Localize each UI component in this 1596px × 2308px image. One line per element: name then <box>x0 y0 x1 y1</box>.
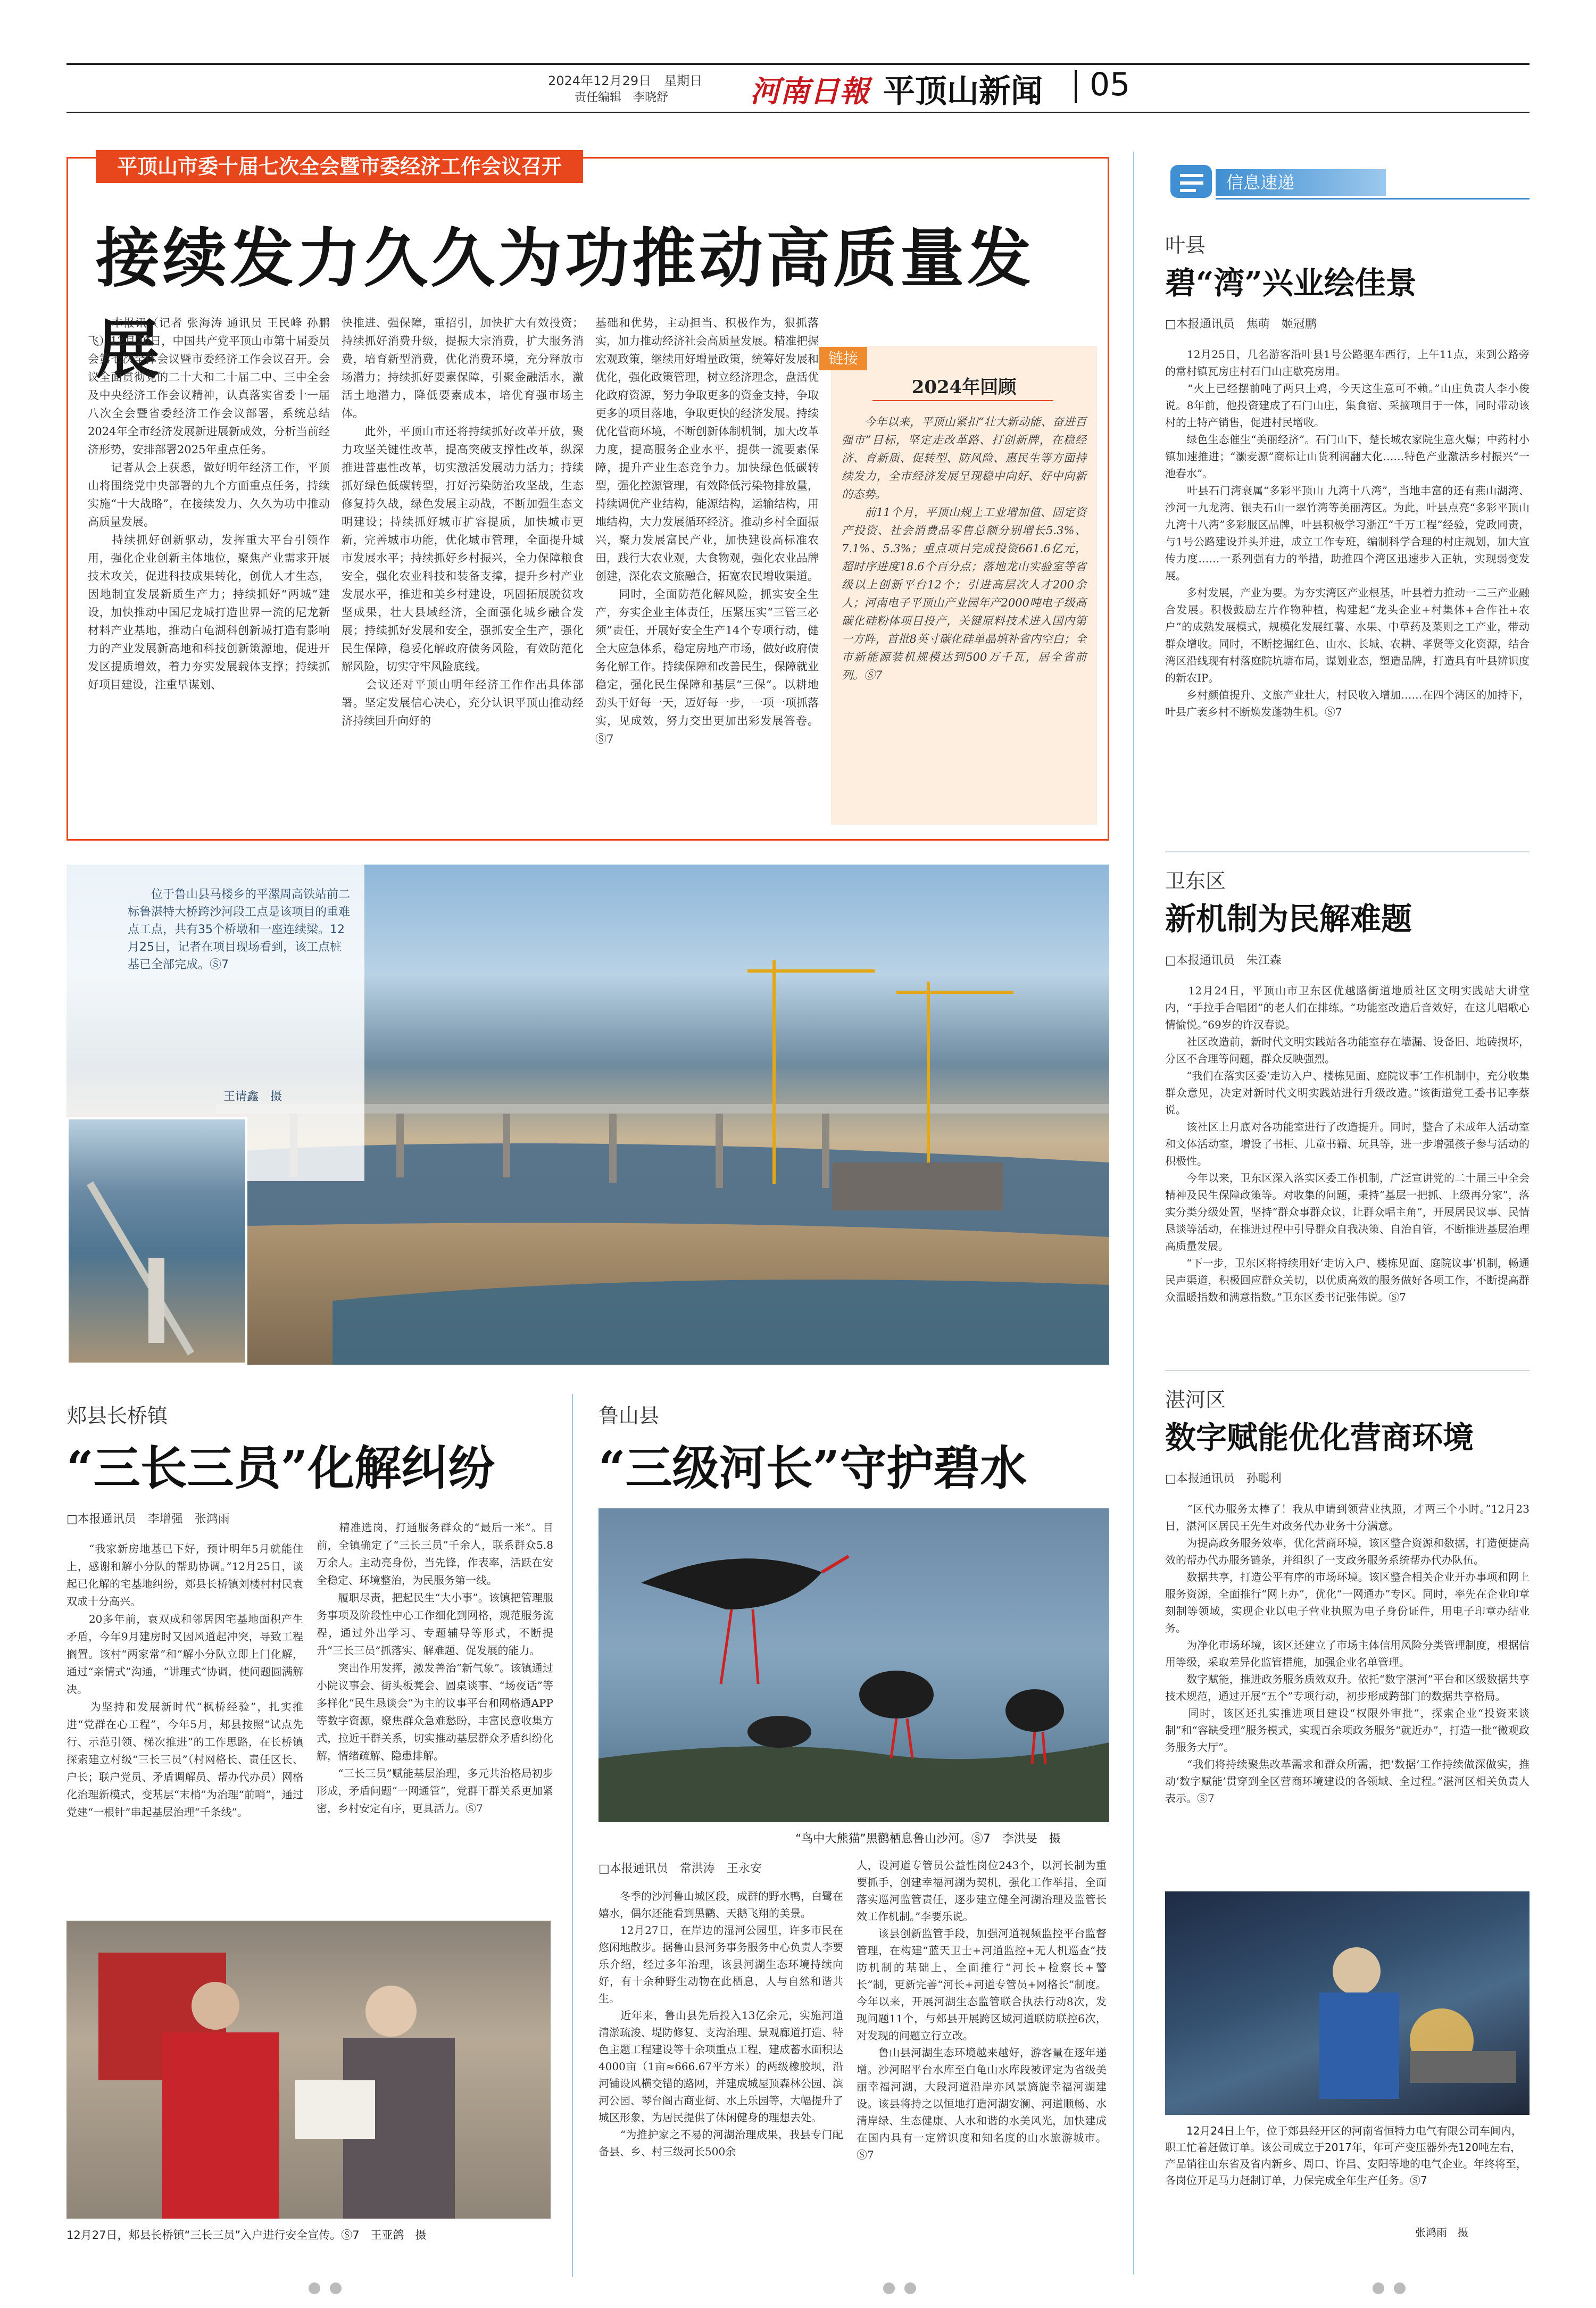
jiaxian-photo <box>66 1921 551 2219</box>
jiaxian-byline: □本报通讯员 李增强 张鸿雨 <box>66 1513 230 1526</box>
sidebar-title-rule <box>872 400 1053 401</box>
main-photo-caption: 位于鲁山县马楼乡的平漯周高铁站前二标鲁湛特大桥跨沙河段工点是该项目的重难点工点，共有35个桥墩和一座连续梁。12月25日，记者在项目现场看到，该工点桩基已全部完成。Ⓢ7 <box>128 888 351 972</box>
lead-column-3: 基础和优势，主动担当、积极作为，狠抓落实，加力推动经济社会高质量发展。精准把握宏观政策，继续用好增量政策，统筹好发展和优化，强化政策管理，树立经济理念，盘活优化政府资源，努力争取更多的资金支持，争取更多的项目落地，争取更快的经济发展。持续优化营商环境，不断创新体制机制，加大改革力度，提高服务企业水平，提供一流要素保障，提升产业生态竞争力。加快绿色低碳转型，强化控源管理，有效降低污染物排放量，持续调优产业结构，能源结构，运输结构，用地结构，大力发展循环经济。推动乡村全面振兴，聚力发展富民产业，加快建设高标准农田，践行大农业观，大食物观，强化农业品牌创建，深化农文旅融合，拓宽农民增收渠道。 同时，全面防范化解风险，抓实安全生产，夯实企业主体责任，压紧压实“三管三必须”责任，开展好安全生产14个专项行动，健全大应急体系，稳定房地产市场，做好政府债务化解工作。持续保障和改善民生，保障就业稳定，强化民生保障和基层“三保”。以耕地劲头干好每一天，迈好每一步，一项一项抓落实，见成效，努力交出更加出彩发展答卷。Ⓢ7 <box>595 317 819 745</box>
lushan-column-2: 人，设河道专管员公益性岗位243个，以河长制为重要抓手，创建幸福河湖为契机，强化工作举措，全面落实巡河监管责任，逐步建立健全河湖治理及监管长效工作机制。”李要乐说。 该县创新监管手段，加强河道视频监控平台监督管理，在构建“蓝天卫士+河道监控+无人机巡查”技防机制的基础上，全面推行“河长+检察长+警长”制，更新完善“河长+河道专管员+网格长”制度。今年以来，开展河湖生态监管联合执法行动8次，发现问题11个，与郏县开展跨区域河道联防联控6次，对发现的问题立行立改。 鲁山县河湖生态环境越来越好，游客量在逐年递增。沙河昭平台水库至白龟山水库段被评定为省级美丽幸福河湖，大段河道沿岸亦风景旖旎幸福河湖建设。该县将持之以恒地打造河湖安澜、河道顺畅、水清岸绿、生态健康、人水和谐的水美风光，加快建成在国内具有一定辨识度和知名度的山水旅游城市。Ⓢ7 <box>857 1859 1107 2161</box>
weidong-headline: 新机制为民解难题 <box>1165 901 1412 937</box>
lushan-column-1: 冬季的沙河鲁山城区段，成群的野水鸭，白鹭在嬉水，偶尔还能看到黑鹳、天鹅飞翔的美景。 12月27日，在岸边的湿河公园里，许多市民在悠闲地散步。据鲁山县河务事务服务中心负责人李要乐介绍，经过多年治理，该县河湖生态环境持续向好，有十余种野生动物在此栖息，人与自然和谐共生。 近年来，鲁山县先后投入13亿余元，实施河道清淤疏浚、堤防修复、支沟治理、景观廊道打造、特色主题工程建设等十余项重点工程，建成蓄水面积达4000亩（1亩≈666.67平方米）的两级橡胶坝，沿河铺设风横交错的路网，并建成城屋顶森林公园、滨河公园、琴台阁古商业街、水上乐园等，大幅提升了城区形象，为居民提供了休闲健身的理想去处。 “为推护家之不易的河湖治理成果，我县专门配备县、乡、村三级河长500余 <box>598 1890 843 2158</box>
paper-logo: 河南日報 <box>750 74 869 109</box>
sidebar-text: 今年以来，平顶山紧扣“壮大新动能、奋进百强市”目标，坚定走改革路、打创新牌，在稳经济、育新质、促转型、防风险、惠民生等方面持续发力，全市经济发展呈现稳中向好、好中向新的态势。 前11个月，平顶山规上工业增加值、固定资产投资、社会消费品零售总额分别增长5.3%、7.1%、5.3%；重点项目完成投资661.6亿元，超时序进度18.6个百分点；落地龙山实验室等省级以上创新平台12个；引进高层次人才200余人；河南电子平顶山产业园年产2000吨电子级高碳化硅粉体项目投产，关键原料技术进入国内第一方阵，首批8英寸碳化硅单晶填补省内空白；全市新能源装机规模达到500万千瓦，居全省前列。Ⓢ7 <box>842 416 1086 682</box>
jiaxian-column-1: “我家新房地基已下好，预计明年5月就能住上，感谢和解小分队的帮助协调。”12月25日，谈起已化解的宅基地纠纷，郏县长桥镇刘楼村村民袁双成十分高兴。 20多年前，袁双成和邻居因宅基地面积产生矛盾，今年9月建房时又因风道起冲突，导致工程搁置。该村“两家常”和“解小分队立即上门化解，通过“亲情式”沟通，“讲理式”协调，使问题圆满解决。 为坚持和发展新时代“枫桥经验”，扎实推进“党群在心工程”，今年5月，郏县按照“试点先行、示范引领、梯次推进”的工作思路，在长桥镇探索建立村级“三长三员”（村网格长、责任区长、户长；联户党员、矛盾调解员、帮办代办员）网格化治理新模式，变基层“末梢”为治理“前哨”，通过党建“一根针”串起基层治理“千条线”。 <box>66 1542 303 1819</box>
lead-column-2: 快推进、强保障，重招引，加快扩大有效投资；持续抓好消费升级，提振大宗消费，扩大服务消费，培育新型消费，优化消费环境，充分释放市场潜力；持续抓好要素保障，引聚金融活水，激活土地潜力，降低要素成本，培优育强市场主体。 此外，平顶山市还将持续抓好改革开放，聚力攻坚关键性改革，提高突破支撑性改革，纵深推进普惠性改革，切实激活发展动力活力；持续抓好绿色低碳转型，打好污染防治攻坚战，生态修复持久战，绿色发展主动战，不断加强生态文明建设；持续抓好城市扩容提质，加快城市更新，完善城市功能，优化城市管理，全面提升城市发展水平；持续抓好乡村振兴，全力保障粮食安全，强化农业科技和装备支撑，提升乡村产业发展水平，推进和美乡村建设，巩固拓展脱贫攻坚成果，壮大县域经济，全面强化城乡融合发展；持续抓好发展和安全，强抓安全生产，强化民生保障，稳妥化解政府债务风险，有效防范化解风险，切实守牢风险底线。 会议还对平顶山明年经济工作作出具体部署。坚定发展信心决心，充分认识平顶山推动经济持续回升向好的 <box>342 317 584 727</box>
section-title: 平顶山新闻 <box>883 73 1043 110</box>
yexian-headline: 碧“湾”兴业绘佳景 <box>1165 265 1417 301</box>
brief-divider-1 <box>1165 851 1530 852</box>
factory-photo-credit: 张鸿雨 摄 <box>1415 2226 1468 2239</box>
weidong-byline: □本报通讯员 朱江森 <box>1165 954 1282 967</box>
lead-headline: 接续发力久久为功推动高质量发展 <box>96 221 1034 387</box>
header-top-rule <box>66 63 1530 65</box>
header-editor: 责任编辑 李晓舒 <box>575 91 669 104</box>
bottom-column-divider <box>572 1394 573 2277</box>
weidong-body: 12月24日，平顶山市卫东区优越路街道地质社区文明实践站大讲堂内，“手拉手合唱团”的老人们在排练。“功能室改造后音效好，在这儿唱歌心情愉悦。”69岁的许汉春说。 社区改造前，新时代文明实践站各功能室存在墙漏、设备旧、地砖损坏，分区不合理等问题，群众反映强烈。 “我们在落实区委‘走访入户、楼栋见面、庭院议事’工作机制中，充分收集群众意见，决定对新时代文明实践站进行升级改造。”该街道党工委书记李蔡说。 该社区上月底对各功能室进行了改造提升。同时，整合了未成年人活动室和文体活动室，增设了书柜、儿童书籍、玩具等，进一步增强孩子参与活动的积极性。 今年以来，卫东区深入落实区委工作机制，广泛宣讲党的二十届三中全会精神及民生保障政策等。对收集的问题，秉持“基层一把抓、上级再分家”，落实分类分级处置，坚持“群众事群众议，让群众唱主角”，开展居民议事、民情恳谈等活动，在推进过程中引导群众自我决策、自治自管，不断推进基层治理高质量发展。 “下一步，卫东区将持续用好‘走访入户、楼栋见面、庭院议事’机制，畅通民声渠道，积极回应群众关切，以优质高效的服务做好各项工作，不断提高群众温暖指数和满意指数。”卫东区委书记张伟说。Ⓢ7 <box>1165 984 1530 1304</box>
footer-dots-right <box>1373 2282 1415 2296</box>
black-stork-photo <box>598 1508 1109 1822</box>
lead-kicker: 平顶山市委十届七次全会暨市委经济工作会议召开 <box>96 150 583 183</box>
main-photo-credit: 王请鑫 摄 <box>223 1090 282 1103</box>
sidebar-title: 2024年回顾 <box>911 377 1017 398</box>
lushan-region: 鲁山县 <box>598 1404 660 1427</box>
lead-column-1: 本报讯（记者 张海涛 通讯员 王民峰 孙鹏飞）12月26日，中国共产党平顶山市第十届委员会第七次全体会议暨市委经济工作会议召开。会议全面贯彻党的二十大和二十届二中、三中全会及中央经济工作会议精神，认真落实省委十一届八次全会暨省委经济工作会议部署，系统总结2024年全市经济发展新进展新成效，分析当前经济形势，安排部署2025年重点任务。 记者从会上获悉，做好明年经济工作，平顶山将围绕党中央部署的九个方面重点任务，持续实施“十大战略”，在接续发力、久久为功中推动高质量发展。 持续抓好创新驱动，发挥重大平台引领作用，强化企业创新主体地位，聚焦产业需求开展技术攻关，促进科技成果转化，创优人才生态，因地制宜发展新质生产力；持续抓好“两城”建设，加快推动中国尼龙城打造世界一流的尼龙新材料产业基地，推动白龟湖科创新城打造有影响力的产业发展新高地和科技创新策源地，促进开发区提质增效，着力夯实发展载体支撑；持续抓好项目建设，注重早谋划、 <box>88 317 330 691</box>
yexian-byline: □本报通讯员 焦萌 姬冠鹏 <box>1165 318 1317 331</box>
header-date: 2024年12月29日 星期日 <box>548 73 703 88</box>
jiaxian-photo-caption: 12月27日，郏县长桥镇“三长三员”入户进行安全宣传。Ⓢ7 王亚鸽 摄 <box>66 2229 427 2241</box>
column-divider <box>1133 152 1134 2274</box>
jiaxian-column-2: 精准选岗，打通服务群众的“最后一米”。目前，全镇确定了“三长三员”千余人，联系群众5.8万余人。主动亮身份，当先锋，作表率，活跃在安全稳定、环境整治，为民服务第一线。 履职尽责，把起民生“大小事”。该镇把管理服务事项及阶段性中心工作细化到网格，规范服务流程，通过外出学习、专题辅导等形式，不断提升“三长三员”抓落实、解难题、促发展的能力。 突出作用发挥，激发善治“新气象”。该镇通过小院议事会、街头板凳会、圆桌谈事、“场夜话”等多样化“民生恳谈会”为主的议事平台和网格通APP等数字资源，聚焦群众急难愁盼，丰富民意收集方式，拉近干群关系，切实推动基层群众矛盾纠纷化解，情绪疏解、隐患排解。 “三长三员”赋能基层治理，多元共治格局初步形成，矛盾问题“一网通管”，党群干群关系更加紧密，乡村安定有序，更具活力。Ⓢ7 <box>317 1521 553 1815</box>
sidebar-tag: 链接 <box>819 347 867 370</box>
briefs-icon <box>1165 160 1224 207</box>
jiaxian-region: 郏县长桥镇 <box>66 1404 168 1427</box>
stork-photo-caption: “鸟中大熊猫”黑鹳栖息鲁山沙河。Ⓢ7 李洪旻 摄 <box>795 1832 1061 1846</box>
factory-worker-photo <box>1165 1891 1530 2115</box>
lushan-headline: “三级河长”守护碧水 <box>598 1440 1027 1496</box>
footer-dots-left <box>309 2282 351 2296</box>
lushan-byline: □本报通讯员 常洪涛 王永安 <box>598 1862 762 1875</box>
zhanhe-byline: □本报通讯员 孙聪利 <box>1165 1472 1282 1485</box>
footer-dots-center <box>883 2282 926 2296</box>
brief-divider-2 <box>1165 1370 1530 1371</box>
page-number: 05 <box>1090 66 1130 103</box>
zhanhe-region: 湛河区 <box>1165 1388 1226 1412</box>
zhanhe-body: “区代办服务太棒了！我从申请到领营业执照，才两三个小时。”12月23日，湛河区居民王先生对政务代办业务十分满意。 为提高政务服务效率，优化营商环境，该区整合资源和数据，打造便捷高效的帮办代办服务链条，并组织了一支政务服务系统帮办代办队伍。 数据共享，打造公平有序的市场环境。该区整合相关企业开办事项和网上服务资源，全面推行“网上办”，优化“一网通办”专区。同时，率先在企业印章刻制等领域，实现企业以电子营业执照为电子身份证件，用电子印章办结业务。 为净化市场环境，该区还建立了市场主体信用风险分类管理制度，根据信用等级，采取差异化监管措施，加强企业名单管理。 数字赋能，推进政务服务质效双升。依托“数字湛河”平台和区级数据共享技术规范，通过开展“五个”专项行动，初步形成跨部门的数据共享格局。 同时，该区还扎实推进项目建设“权限外审批”，探索企业“投资来谈制”和“容缺受理”服务模式，实现百余项政务服务“就近办”，打造一批“微观政务服务大厅”。 “我们将持续聚焦改革需求和群众所需，把‘数据’工作持续做深做实，推动‘数字赋能’贯穿到全区营商环境建设的各领域、全过程。”湛河区相关负责人表示。Ⓢ7 <box>1165 1502 1530 1805</box>
yexian-body: 12月25日，几名游客沿叶县1号公路驱车西行，上午11点，来到公路旁的常村镇瓦房庄村石门山庄歇亮房用。 “火上已经摆前吨了两只土鸡，今天这生意可不赖。”山庄负责人李小俊说。8年前，他投资建成了石门山庄，集食宿、采摘项目于一体，同时带动该村的土特产销售，促进村民增收。 绿色生态催生“美丽经济”。石门山下，楚长城农家院生意火爆；中药村小镇加速推进；“灏麦源”商标让山货利润翻大化……特色产业激活乡村振兴“一池春水”。 叶县石门湾衰属“多彩平顶山 九湾十八湾”，当地丰富的还有燕山湖湾、沙河一九龙湾、银夫石山一翠竹湾等美丽湾区。为此，叶县点亮“多彩平顶山 九湾十八湾”多彩服区品牌，叶县积极学习浙江“千万工程”经验，党政同责，与1号公路建设并头并进，成立工作专班，编制科学合理的村庄规划，加大宣传力度……一系列强有力的举措，助推四个湾区迅速步入正轨，实现弱变发展。 多村发展，产业为要。为夯实湾区产业根基，叶县着力推动一二三产业融合发展。积极鼓励左片作物种植，构建起“龙头企业+村集体+合作社+农户”的成熟发展模式，规模化发展红薯、水果、中草药及菜则之工产业，带动群众增收。同时，不断挖掘红色、山水、长城、农耕、孝贤等文化资源，结合湾区沿线现有村落庭院坑塘布局，谋划业态，塑造品牌，打造具有叶县辨识度的新农IP。 乡村颜值提升、文旅产业壮大，村民收入增加……在四个湾区的加持下，叶县广袤乡村不断焕发蓬勃生机。Ⓢ7 <box>1165 348 1530 718</box>
header-separator <box>1075 70 1077 103</box>
jiaxian-headline: “三长三员”化解纠纷 <box>66 1440 495 1496</box>
bridge-inset-photo <box>66 1117 247 1365</box>
briefs-title: 信息速递 <box>1216 169 1386 196</box>
yexian-region: 叶县 <box>1165 234 1206 257</box>
weidong-region: 卫东区 <box>1165 869 1226 893</box>
factory-photo-caption: 12月24日上午，位于郏县经开区的河南省恒特力电气有限公司车间内，职工忙着赶做订单。该公司成立于2017年，年可产变压器外壳120吨左右，产品销往山东省及省内新乡、周口、许昌、安阳等地的电气企业。年终将至，各岗位开足马力赶制订单，力保完成全年生产任务。Ⓢ7 <box>1165 2124 1527 2187</box>
header-bottom-rule <box>66 112 1530 113</box>
briefs-title-rule <box>1216 198 1530 200</box>
zhanhe-headline: 数字赋能优化营商环境 <box>1165 1419 1474 1456</box>
